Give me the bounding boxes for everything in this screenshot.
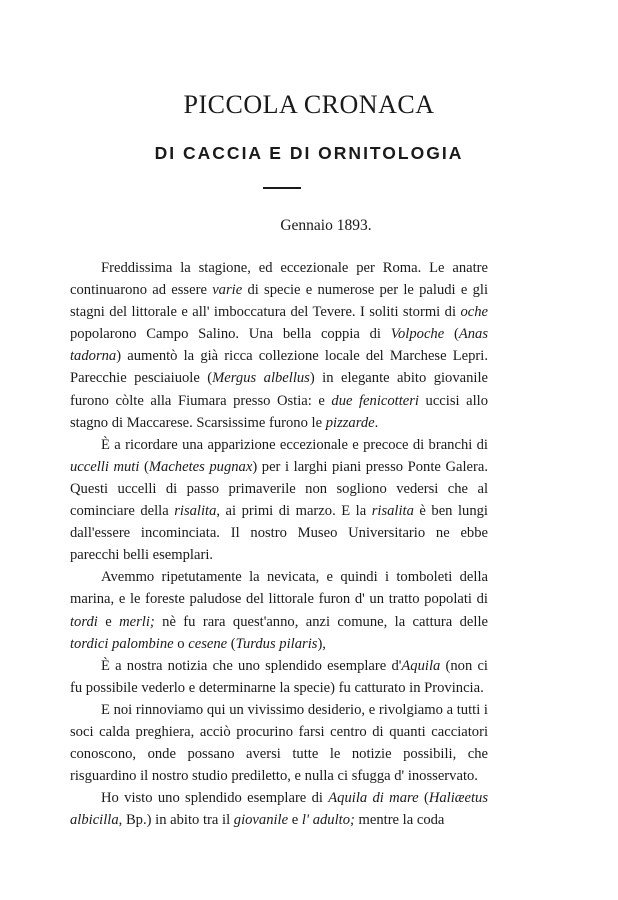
paragraph [70,787,488,831]
italic-run: tordi [70,613,98,630]
page-subtitle: DI CACCIA E DI ORNITOLOGIA [154,143,464,163]
title-divider [263,187,301,189]
italic-run: risalita [371,503,414,520]
text-run: , Bp.) in abito tra il [118,812,234,829]
italic-run: giovanile [233,812,289,829]
text-run: è ben lungi dall'essere incominciata. Il nostro Museo Universitario ne ebbe parecchi belli esemplari. [70,503,488,564]
text-run: . [374,414,379,431]
italic-run: varie [212,282,243,299]
text-run: ( [139,458,149,475]
text-run: E noi rinnoviamo qui un vivissimo desiderio, e rivolgiamo a tutti i soci calda preghiera, acciò procurino farsi centro di quanti cacciatori conoscono, onde possano aversi tutte le notizie possibili, che risguardino il nostro studio prediletto, e nulla ci sfugga d' inosservato. [70,701,488,785]
italic-run: tordici palombine [70,635,174,652]
italic-run: Haliæetus albicilla [70,790,488,829]
text-run: o [173,635,189,652]
italic-run: l' adulto; [301,812,355,829]
section-date: Gennaio 1893. [280,217,372,234]
text-run: Avemmo ripetutamente la nevicata, e quindi i tomboleti della marina, e le foreste paludose del littorale furon d' un tratto popolati di [70,569,488,608]
italic-run: Machetes pugnax [148,458,253,475]
italic-run: Anas tadorna [70,326,488,365]
text-run: ) in elegante abito giovanile furono còlte alla Fiumara presso Ostia: e [70,370,489,409]
text-run: di specie e numerose per le paludi e gli stagni del littorale e all' imboccatura del Tevere. I soliti stormi di [70,282,488,321]
italic-run: merli; [119,613,155,630]
italic-run: Turdus pilaris [235,635,318,652]
text-run: mentre la coda [354,812,445,829]
text-run: È a ricordare una apparizione eccezionale e precoce di branchi di [101,436,488,453]
italic-run: cesene [188,635,228,652]
text-run: popolarono Campo Salino. Una bella coppia di [70,326,391,343]
text-run: Freddissima la stagione, ed eccezionale per Roma. Le anatre continuarono ad essere [70,260,488,299]
italic-run: Aquila di mare [328,790,419,807]
text-run: ( [418,790,429,807]
page-title: PICCOLA CRONACA [183,90,435,119]
paragraph [70,257,488,434]
paragraph [70,566,488,654]
italic-run: oche [460,304,488,321]
text-run: e [288,812,302,829]
body-text [70,257,488,831]
text-run: ) per i larghi piani presso Ponte Galera. Questi uccelli di passo primaverile non sogliono vedersi che al cominciare della [70,458,488,520]
italic-run: risalita [174,503,217,520]
text-run: nè fu rara quest'anno, anzi comune, la cattura delle [154,613,488,630]
italic-run: uccelli muti [70,458,140,475]
text-run: È a nostra notizia che uno splendido esemplare d' [101,657,402,674]
text-run: (non ci fu possibile vederlo e determinarne la specie) fu catturato in Provincia. [70,657,488,696]
italic-run: Aquila [401,657,441,674]
paragraph [70,655,488,699]
text-run: ), [317,635,326,652]
text-run: Ho visto uno splendido esemplare di [101,790,329,807]
paragraph [70,699,488,787]
text-run: ( [227,635,236,652]
italic-run: pizzarde [325,414,375,431]
italic-run: Mergus albellus [212,370,310,387]
text-run: uccisi allo stagno di Maccarese. Scarsissime furono le [70,392,488,431]
text-run: , ai primi di marzo. E la [216,503,372,520]
italic-run: Volpoche [390,326,445,343]
paragraph [70,434,488,567]
text-run: ( [444,326,459,343]
text-run: ) aumentò la già ricca collezione locale del Marchese Lepri. Parecchie pesciaiuole ( [70,348,488,387]
text-run: e [97,613,120,630]
italic-run: due fenicotteri [331,392,419,409]
